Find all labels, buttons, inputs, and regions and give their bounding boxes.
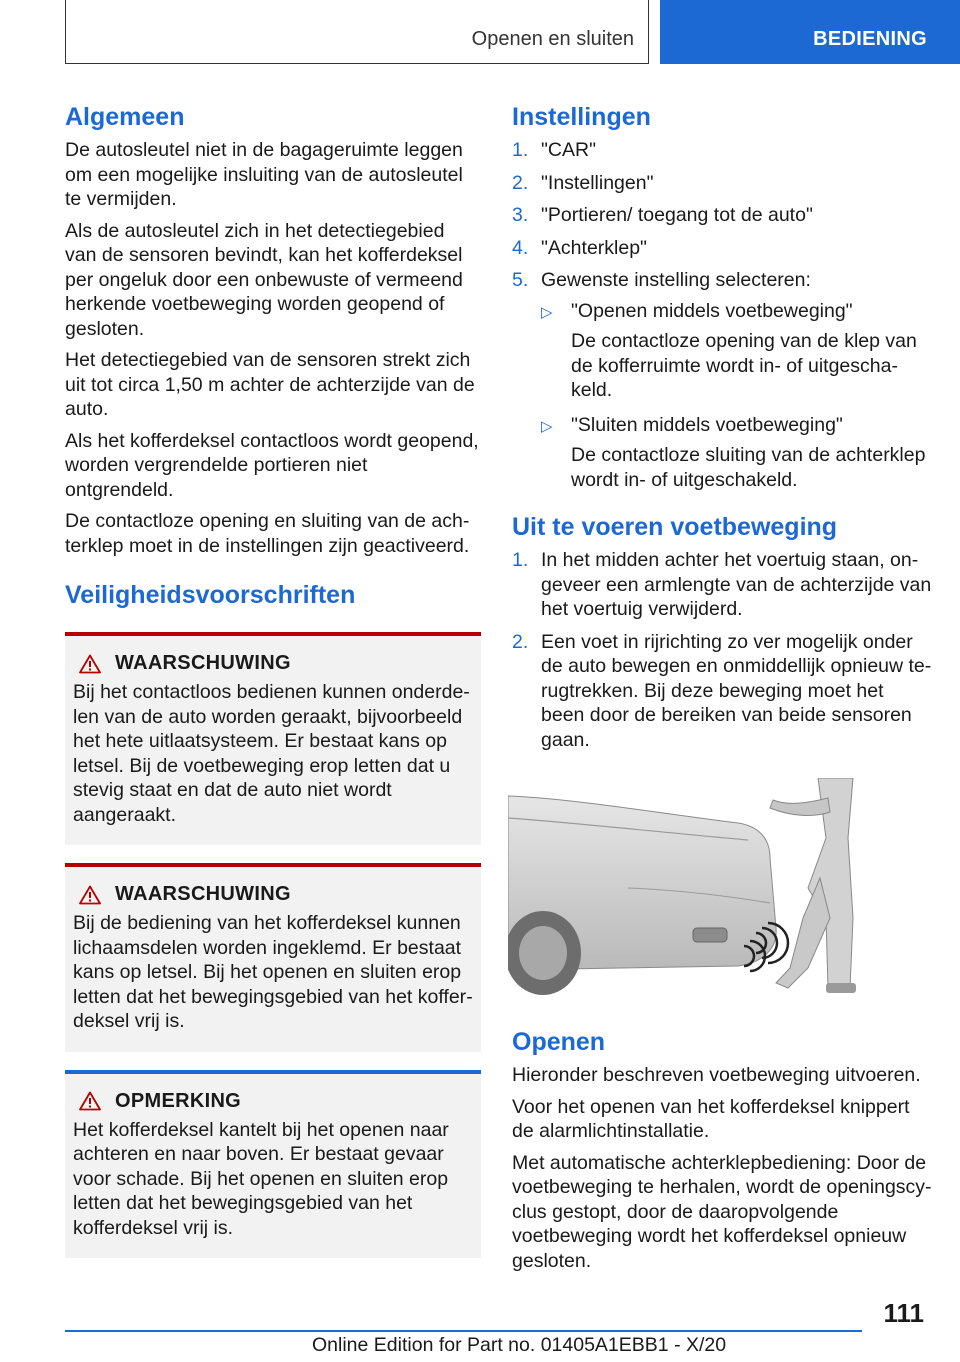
footer-divider bbox=[65, 1330, 862, 1332]
note-title: OPMERKING bbox=[115, 1089, 242, 1112]
section-tab bbox=[660, 0, 960, 64]
section-title: BEDIENING bbox=[813, 28, 927, 50]
step-text: Gewenste instelling selecteren: bbox=[541, 269, 811, 291]
warning-triangle-icon bbox=[79, 654, 101, 674]
step-text: Een voet in rijrichting zo ver mogelijk onder de auto bewegen en onmiddellijk opnieuw terugtrekken. Bij deze beweging moet het been door de bereiken van beide sensoren gaan. bbox=[541, 630, 932, 751]
edition-text: Online Edition for Part no. 01405A1EBB1 - X/20 bbox=[312, 1334, 727, 1356]
heading-instellingen: Instellingen bbox=[512, 103, 651, 131]
warning-title: WAARSCHUWING bbox=[115, 883, 291, 905]
step-text: "Portieren/ toegang tot de auto" bbox=[541, 204, 813, 226]
list-item bbox=[512, 203, 932, 228]
option-label: "Openen middels voetbeweging" bbox=[571, 299, 853, 322]
paragraph: Het detectiegebied van de sensoren strekt zich uit tot circa 1,50 m achter de achterzijde van de auto. bbox=[65, 349, 475, 420]
note-text: Het kofferdeksel kantelt bij het openen naar achteren en naar boven. Er bestaat gevaar voor schade. Bij het openen en sluiten erop letten dat het bewegingsgebied van het kofferdeksel vrij is. bbox=[73, 1118, 449, 1239]
warning-box bbox=[65, 632, 481, 845]
paragraph: Hieronder beschreven voetbeweging uitvoeren. bbox=[512, 1064, 921, 1086]
step-number: 2. bbox=[512, 171, 529, 194]
warning-title: WAARSCHUWING bbox=[115, 652, 291, 674]
triangle-right-icon: ▷ bbox=[541, 303, 553, 321]
list-item bbox=[512, 630, 932, 753]
heading-openen: Openen bbox=[512, 1028, 606, 1056]
page-number: 111 bbox=[883, 1298, 924, 1328]
foot-gesture-illustration bbox=[508, 778, 863, 998]
warning-triangle-icon bbox=[79, 1091, 101, 1111]
warning-text: Bij de bediening van het kofferdeksel kunnen lichaamsdelen worden ingeklemd. Er bestaat kans op letsel. Bij het openen en sluiten erop letten dat het bewegingsgebied van het kofferdeksel vrij is. bbox=[73, 912, 473, 1032]
header-tab bbox=[65, 0, 649, 64]
option-description: De contactloze opening van de klep van de kofferruimte wordt in- of uitgeschakeld. bbox=[571, 330, 917, 401]
paragraph: De autosleutel niet in de bagageruimte leggen om een mogelijke insluiting van de autosleutel te vermijden. bbox=[65, 139, 463, 210]
paragraph: Als de autosleutel zich in het detectiegebied van de sensoren bevindt, kan het kofferdeksel per ongeluk door een onbewuste of vermeend herkende voetbeweging worden geopend of gesloten. bbox=[65, 219, 463, 340]
step-number: 5. bbox=[512, 269, 529, 291]
step-number: 3. bbox=[512, 204, 529, 226]
list-item bbox=[512, 548, 932, 622]
option-list bbox=[541, 299, 932, 493]
list-item bbox=[512, 268, 932, 502]
step-number: 4. bbox=[512, 236, 529, 259]
warning-text: Bij het contactloos bedienen kunnen onderdelen van de auto worden geraakt, bijvoorbeeld het hete uitlaatsysteem. Er bestaat kans op letsel. Bij de voetbeweging erop letten dat u stevig staat en dat de auto niet wordt aangeraakt. bbox=[73, 681, 470, 826]
heading-voetbeweging: Uit te voeren voetbeweging bbox=[512, 513, 838, 541]
option-description: De contactloze sluiting van de achterklep wordt in- of uitgeschakeld. bbox=[571, 444, 926, 491]
warning-box bbox=[65, 863, 481, 1052]
heading-veiligheid: Veiligheidsvoorschriften bbox=[65, 581, 356, 609]
list-item bbox=[512, 171, 932, 196]
option-item bbox=[541, 299, 932, 403]
paragraph: Voor het openen van het kofferdeksel knippert de alarmlichtinstallatie. bbox=[512, 1095, 910, 1142]
step-text: In het midden achter het voertuig staan, ongeveer een armlengte van de achterzijde van het voertuig verwijderd. bbox=[541, 549, 932, 620]
chapter-title: Openen en sluiten bbox=[471, 28, 634, 50]
paragraph: Als het kofferdeksel contactloos wordt geopend, worden vergrendelde portieren niet ontgrendeld. bbox=[65, 429, 479, 501]
triangle-right-icon: ▷ bbox=[541, 417, 553, 435]
step-text: "Achterklep" bbox=[541, 236, 647, 259]
list-item bbox=[512, 138, 932, 163]
list-item bbox=[512, 236, 932, 261]
option-label: "Sluiten middels voetbeweging" bbox=[571, 413, 843, 436]
step-text: "CAR" bbox=[541, 139, 597, 161]
note-box bbox=[65, 1070, 481, 1259]
warning-triangle-icon bbox=[79, 885, 101, 905]
left-column bbox=[65, 100, 481, 1258]
heading-algemeen: Algemeen bbox=[65, 103, 185, 131]
step-number: 1. bbox=[512, 139, 529, 161]
foot-steps bbox=[512, 548, 932, 752]
option-item bbox=[541, 413, 932, 493]
step-number: 2. bbox=[512, 630, 529, 653]
step-number: 1. bbox=[512, 549, 529, 571]
settings-steps bbox=[512, 138, 932, 502]
paragraph: Met automatische achterklepbediening: Door de voetbeweging te herhalen, wordt de openingscyclus gestopt, door de daaropvolgende voetbeweging wordt het kofferdeksel opnieuw gesloten. bbox=[512, 1151, 932, 1272]
right-column bbox=[512, 100, 932, 1280]
step-text: "Instellingen" bbox=[541, 171, 654, 194]
paragraph: De contactloze opening en sluiting van de achterklep moet in de instellingen zijn geactiveerd. bbox=[65, 510, 470, 557]
